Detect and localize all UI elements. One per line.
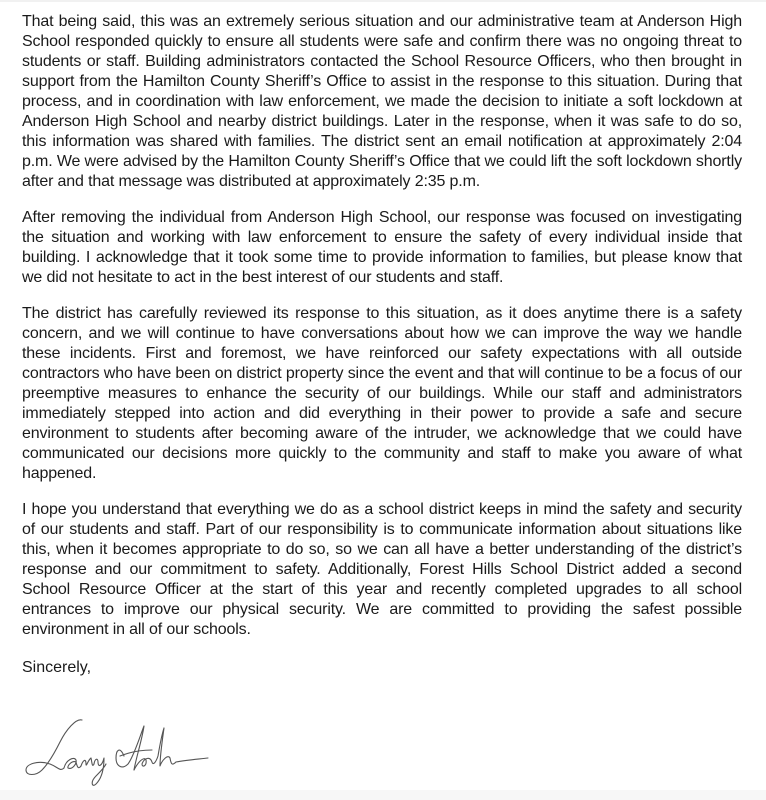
letter-body bbox=[22, 12, 742, 678]
signature-icon bbox=[20, 716, 210, 788]
closing-salutation: Sincerely, bbox=[22, 659, 92, 676]
paragraph-review: The district has carefully reviewed its response to this situation, as it does anytime there is a safety concern, and we will continue to have conversations about how we can improve the way we handle these incidents. First and foremost, we have reinforced our safety expectations with all outside contractors who have been on district property since the event and that will continue to be a focus of our preemptive measures to enhance the security of our buildings. While our staff and administrators immediately stepped into action and did everything in their power to provide a safe and secure environment to students after becoming aware of the intruder, we acknowledge that we could have communicated our decisions more quickly to the community and staff to make you aware of what happened. bbox=[22, 305, 742, 482]
paragraph-commitment: I hope you understand that everything we do as a school district keeps in mind the safety and security of our students and staff. Part of our responsibility is to communicate information about situations like this, when it becomes appropriate to do so, so we can all have a better understanding of the district’s response and our commitment to safety. Additionally, Forest Hills School District added a second School Resource Officer at the start of this year and recently completed upgrades to all school entrances to improve our physical security. We are committed to providing the safest possible environment in all of our schools. bbox=[22, 501, 742, 638]
paragraph-investigation: After removing the individual from Anderson High School, our response was focused on investigating the situation and working with law enforcement to ensure the safety of every individual inside that building. I acknowledge that it took some time to provide information to families, but please know that we did not hesitate to act in the best interest of our students and staff. bbox=[22, 209, 742, 286]
bottom-edge-band bbox=[0, 790, 766, 800]
paragraph-lockdown-response: That being said, this was an extremely serious situation and our administrative team at Anderson High School responded quickly to ensure all students were safe and confirm there was no ongoing threat to students or staff. Building administrators contacted the School Resource Officers, who then brought in support from the Hamilton County Sheriff’s Office to assist in the response to this situation. During that process, and in coordination with law enforcement, we made the decision to initiate a soft lockdown at Anderson High School and nearby district buildings. Later in the response, when it was safe to do so, this information was shared with families. The district sent an email notification at approximately 2:04 p.m. We were advised by the Hamilton County Sheriff’s Office that we could lift the soft lockdown shortly after and that message was distributed at approximately 2:35 p.m. bbox=[22, 13, 742, 190]
top-edge-band bbox=[0, 0, 766, 2]
